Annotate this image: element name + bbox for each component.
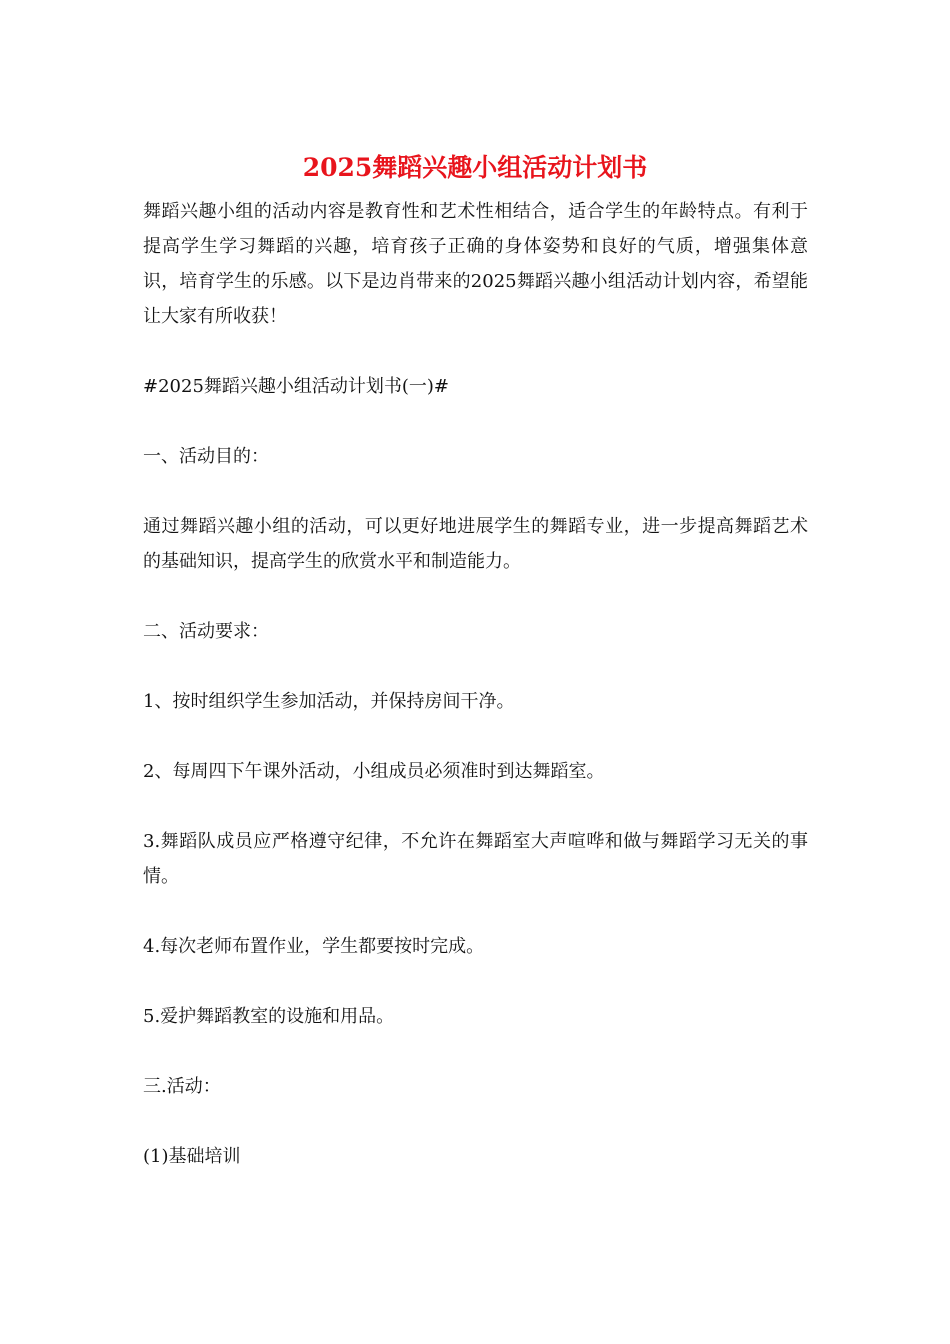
requirements-heading: 二、活动要求： [143,621,269,642]
document-body [143,194,808,1174]
requirement-item: 3.舞蹈队成员应严格遵守纪律，不允许在舞蹈室大声喧哗和做与舞蹈学习无关的事情。 [143,831,808,887]
activity-item: (1)基础培训 [143,1146,241,1167]
purpose-paragraph: 通过舞蹈兴趣小组的活动，可以更好地进展学生的舞蹈专业，进一步提高舞蹈艺术的基础知识，提高学生的欣赏水平和制造能力。 [143,516,808,572]
requirement-item: 4.每次老师布置作业，学生都要按时完成。 [143,936,485,957]
section-heading: #2025舞蹈兴趣小组活动计划书(一)# [143,376,450,397]
requirement-item: 1、按时组织学生参加活动，并保持房间干净。 [143,691,515,712]
purpose-heading: 一、活动目的： [143,446,269,467]
activity-heading: 三.活动： [143,1076,221,1097]
intro-paragraph: 舞蹈兴趣小组的活动内容是教育性和艺术性相结合，适合学生的年龄特点。有利于提高学生学习舞蹈的兴趣，培育孩子正确的身体姿势和良好的气质，增强集体意识，培育学生的乐感。以下是边肖带来的2025舞蹈兴趣小组活动计划内容，希望能让大家有所收获！ [143,201,808,327]
requirement-item: 5.爱护舞蹈教室的设施和用品。 [143,1006,395,1027]
requirement-item: 2、每周四下午课外活动，小组成员必须准时到达舞蹈室。 [143,761,605,782]
document-title: 2025舞蹈兴趣小组活动计划书 [302,153,648,182]
